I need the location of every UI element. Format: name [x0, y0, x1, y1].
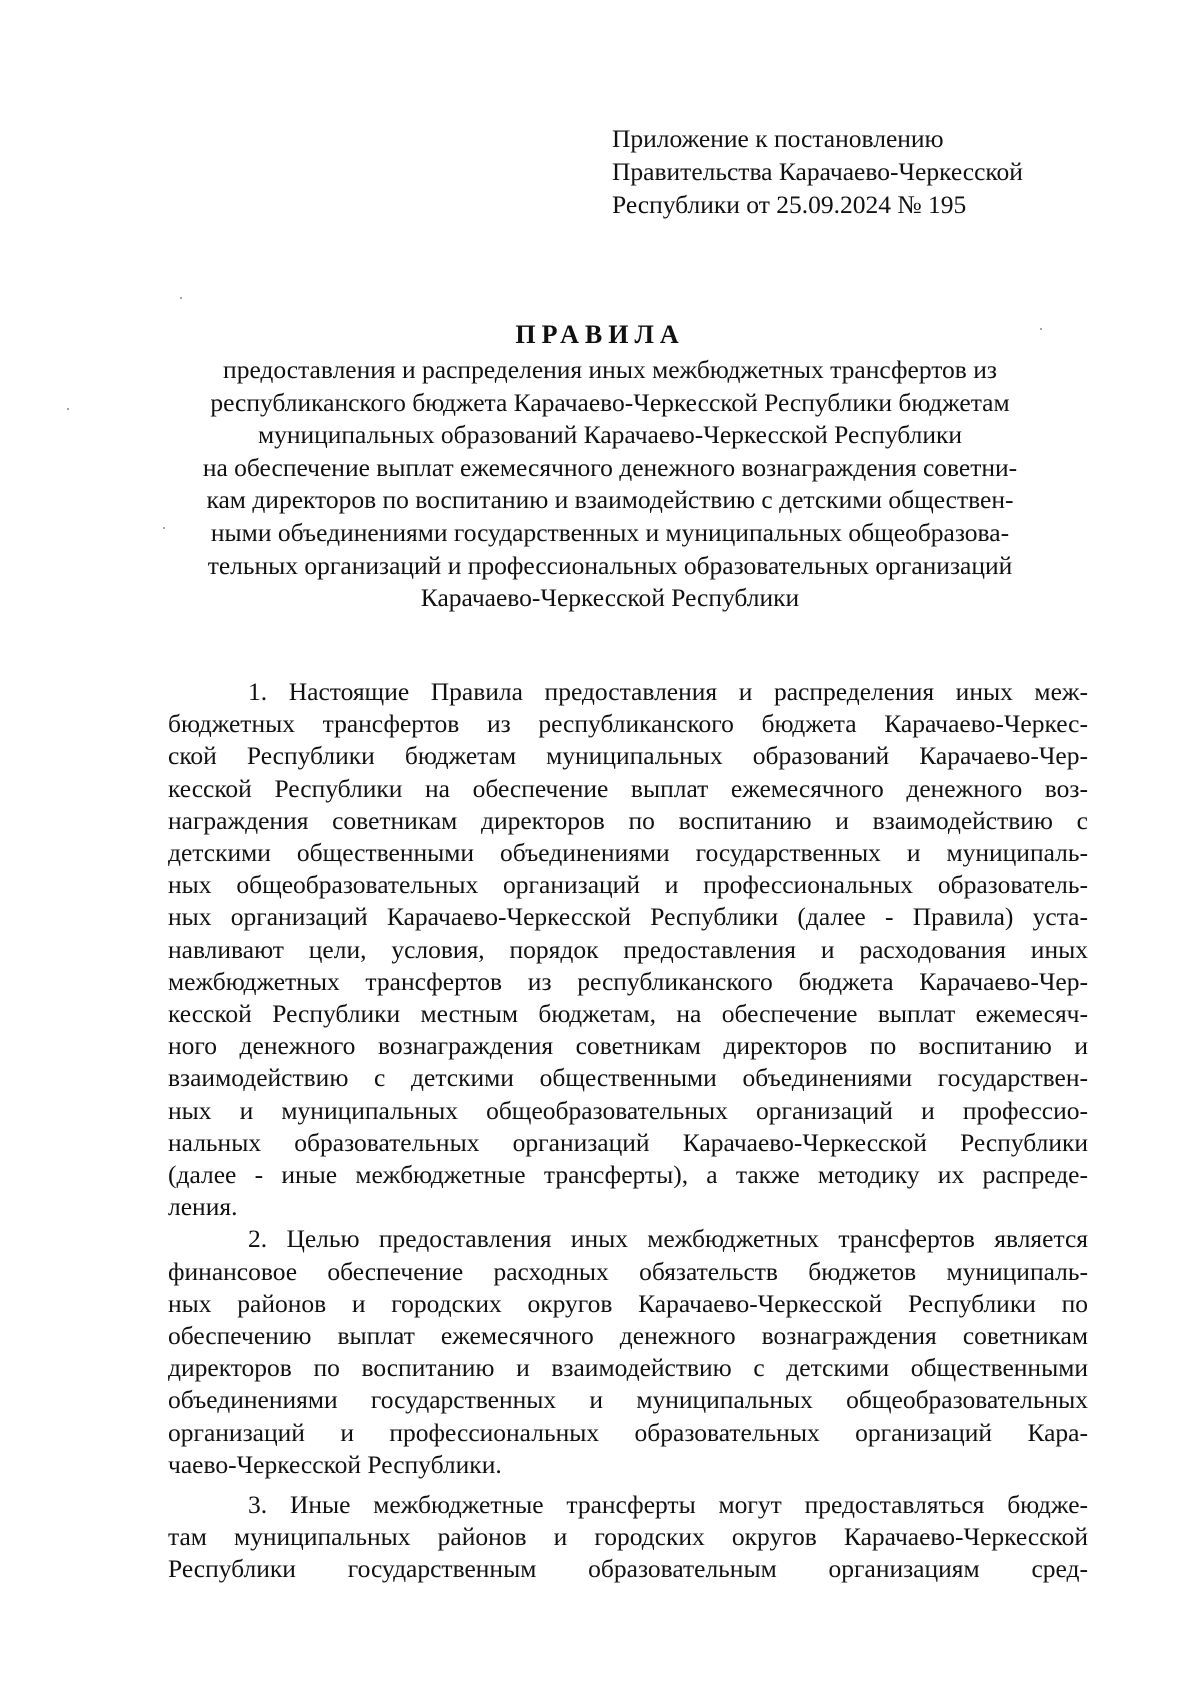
paragraph-line: финансовое обеспечение расходных обязательств бюджетов муниципаль- — [168, 1256, 1088, 1286]
scan-speck — [163, 527, 165, 529]
document-body — [168, 676, 1088, 1586]
scan-speck — [180, 297, 182, 299]
paragraph-line: ных общеобразовательных организаций и профессиональных образователь- — [168, 870, 1088, 900]
paragraph-line: Республики государственным образовательным организациям сред- — [168, 1554, 1088, 1584]
paragraph-line: навливают цели, условия, порядок предоставления и расходования иных — [168, 934, 1088, 964]
paragraph-2 — [168, 1223, 1088, 1481]
paragraph-line: кесской Республики местным бюджетам, на обеспечение выплат ежемесяч- — [168, 999, 1088, 1029]
paragraph-line: ных районов и городских округов Карачаево-Черкесской Республики по — [168, 1288, 1088, 1318]
appendix-header — [612, 122, 1023, 221]
paragraph-line: межбюджетных трансфертов из республиканского бюджета Карачаево-Чер- — [168, 966, 1088, 996]
paragraph-line: ных организаций Карачаево-Черкесской Республики (далее - Правила) уста- — [168, 902, 1088, 932]
appendix-line-1: Приложение к постановлению — [612, 124, 944, 153]
appendix-line-3: Республики от 25.09.2024 № 195 — [612, 190, 967, 219]
paragraph-line: 3. Иные межбюджетные трансферты могут предоставляться бюдже- — [248, 1490, 1088, 1520]
paragraph-line: объединениями государственных и муниципальных общеобразовательных — [168, 1385, 1088, 1415]
subtitle-line: кам директоров по воспитанию и взаимодействию с детскими обществен- — [206, 485, 1014, 515]
paragraph-line: обеспечению выплат ежемесячного денежного вознаграждения советникам — [168, 1321, 1088, 1351]
paragraph-line: детскими общественными объединениями государственных и муниципаль- — [168, 838, 1088, 868]
scan-speck — [67, 408, 69, 410]
scan-speck — [1040, 328, 1042, 330]
subtitle-line: тельных организаций и профессиональных образовательных организаций — [207, 550, 1013, 580]
subtitle-line: ными объединениями государственных и муниципальных общеобразова- — [210, 517, 1010, 547]
document-title: ПРАВИЛА — [515, 320, 685, 349]
paragraph-line: награждения советникам директоров по воспитанию и взаимодействию с — [168, 805, 1088, 835]
paragraph-line: чаево-Черкесской Республики. — [168, 1449, 502, 1479]
paragraph-line: кесской Республики на обеспечение выплат ежемесячного денежного воз- — [168, 773, 1088, 803]
paragraph-line: нальных образовательных организаций Карачаево-Черкесской Республики — [168, 1127, 1088, 1157]
paragraph-3 — [168, 1489, 1088, 1586]
subtitle-line: Карачаево-Черкесской Республики — [420, 583, 800, 613]
appendix-line-2: Правительства Карачаево-Черкесской — [612, 157, 1023, 186]
paragraph-line: там муниципальных районов и городских округов Карачаево-Черкесской — [168, 1522, 1088, 1552]
paragraph-line: ления. — [168, 1192, 238, 1222]
paragraph-line: (далее - иные межбюджетные трансферты), а также методику их распреде- — [168, 1160, 1088, 1190]
document-subtitle — [150, 354, 1070, 615]
paragraph-line: организаций и профессиональных образовательных организаций Кара- — [168, 1417, 1088, 1447]
subtitle-line: на обеспечение выплат ежемесячного денежного вознаграждения советни- — [202, 452, 1018, 482]
paragraph-1 — [168, 676, 1088, 1223]
paragraph-line: директоров по воспитанию и взаимодействию с детскими общественными — [168, 1353, 1088, 1383]
paragraph-line: 1. Настоящие Правила предоставления и распределения иных меж- — [248, 677, 1088, 706]
subtitle-line: муниципальных образований Карачаево-Черкесской Республики — [257, 420, 963, 450]
paragraph-line: ской Республики бюджетам муниципальных образований Карачаево-Чер- — [168, 741, 1088, 771]
subtitle-line: предоставления и распределения иных межбюджетных трансфертов из — [223, 355, 997, 384]
paragraph-line: бюджетных трансфертов из республиканского бюджета Карачаево-Черкес- — [168, 709, 1088, 739]
subtitle-line: республиканского бюджета Карачаево-Черкесской Республики бюджетам — [210, 387, 1010, 417]
paragraph-line: взаимодействию с детскими общественными объединениями государствен- — [168, 1063, 1088, 1093]
paragraph-line: ных и муниципальных общеобразовательных организаций и профессио- — [168, 1095, 1088, 1125]
paragraph-line: ного денежного вознаграждения советникам директоров по воспитанию и — [168, 1031, 1088, 1061]
paragraph-line: 2. Целью предоставления иных межбюджетных трансфертов является — [248, 1224, 1088, 1254]
